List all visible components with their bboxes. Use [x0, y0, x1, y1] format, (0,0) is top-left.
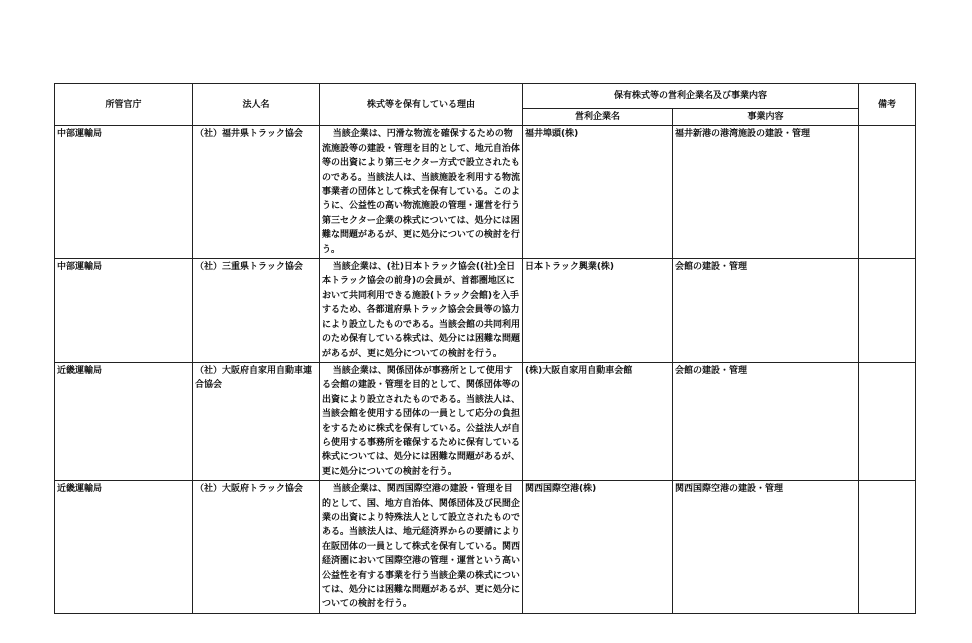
cell-reason: 当該企業は、(社)日本トラック協会((社)全日本トラック協会の前身)の会員が、首都圏地区において共同利用できる施設(トラック会館)を入手するため、各都道府県トラック協会会員等の協力により設立したものである。当該会館の共同利用のため保有している株式は、処分には困難な問題があるが、更に処分についての検討を行う。 — [320, 259, 523, 363]
cell-remarks — [859, 481, 916, 614]
table-row — [55, 481, 916, 614]
header-corp: 法人名 — [193, 84, 320, 126]
cell-business: 関西国際空港の建設・管理 — [673, 481, 859, 614]
cell-remarks — [859, 126, 916, 259]
cell-agency: 中部運輸局 — [55, 259, 193, 363]
cell-agency: 中部運輸局 — [55, 126, 193, 259]
header-group: 保有株式等の営利企業名及び事業内容 — [523, 84, 859, 109]
header-business: 事業内容 — [673, 109, 859, 126]
table-row — [55, 362, 916, 480]
header-remarks: 備考 — [859, 84, 916, 126]
cell-company: 福井埠頭(株) — [523, 126, 673, 259]
cell-company: (株)大阪自家用自動車会館 — [523, 362, 673, 480]
cell-remarks — [859, 362, 916, 480]
cell-reason: 当該企業は、円滑な物流を確保するための物流施設等の建設・管理を目的として、地元自治体等の出資により第三セクター方式で設立されたものである。当該法人は、当該施設を利用する物流事業者の団体として株式を保有している。このように、公益性の高い物流施設の管理・運営を行う第三セクター企業の株式については、処分には困難な問題があるが、更に処分についての検討を行う。 — [320, 126, 523, 259]
cell-agency: 近畿運輸局 — [55, 481, 193, 614]
cell-reason: 当該企業は、関西国際空港の建設・管理を目的として、国、地方自治体、関係団体及び民間企業の出資により特殊法人として設立されたものである。当該法人は、地元経済界からの要請により在阪団体の一員として株式を保有している。関西経済圏において国際空港の管理・運営という高い公益性を有する事業を行う当該企業の株式については、処分には困難な問題があるが、更に処分についての検討を行う。 — [320, 481, 523, 614]
cell-business: 福井新港の港湾施設の建設・管理 — [673, 126, 859, 259]
document-sheet — [54, 83, 916, 614]
cell-reason: 当該企業は、関係団体が事務所として使用する会館の建設・管理を目的として、関係団体等の出資により設立されたものである。当該法人は、当該会館を使用する団体の一員として応分の負担をするために株式を保有している。公益法人が自ら使用する事務所を確保するために保有している株式については、処分には困難な問題があるが、更に処分についての検討を行う。 — [320, 362, 523, 480]
header-row — [55, 84, 916, 109]
table-row — [55, 126, 916, 259]
table-row — [55, 259, 916, 363]
holdings-table — [54, 83, 916, 614]
header-agency: 所管官庁 — [55, 84, 193, 126]
cell-business: 会館の建設・管理 — [673, 362, 859, 480]
cell-remarks — [859, 259, 916, 363]
cell-company: 日本トラック興業(株) — [523, 259, 673, 363]
header-company: 営利企業名 — [523, 109, 673, 126]
cell-corp: （社）三重県トラック協会 — [193, 259, 320, 363]
cell-corp: （社）福井県トラック協会 — [193, 126, 320, 259]
cell-company: 関西国際空港(株) — [523, 481, 673, 614]
cell-agency: 近畿運輸局 — [55, 362, 193, 480]
cell-business: 会館の建設・管理 — [673, 259, 859, 363]
cell-corp: （社）大阪府トラック協会 — [193, 481, 320, 614]
header-reason: 株式等を保有している理由 — [320, 84, 523, 126]
cell-corp: （社）大阪府自家用自動車連合協会 — [193, 362, 320, 480]
